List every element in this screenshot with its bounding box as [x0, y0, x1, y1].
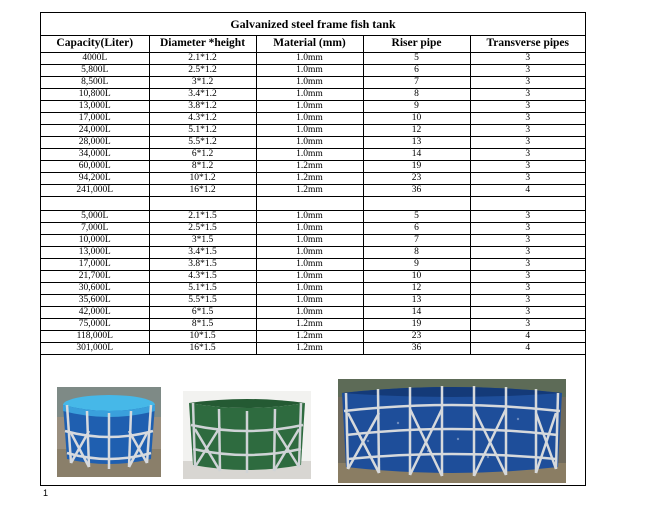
cell-capacity: 10,800L	[41, 89, 149, 101]
cell-material: 1.0mm	[256, 223, 363, 235]
cell-material: 1.0mm	[256, 235, 363, 247]
col-header-transverse-pipes: Transverse pipes	[470, 35, 585, 53]
cell-capacity: 5,800L	[41, 65, 149, 77]
cell-transverse-pipes: 3	[470, 77, 585, 89]
page-number: 1	[43, 488, 49, 498]
cell-transverse-pipes: 3	[470, 65, 585, 77]
cell-diameter-height: 4.3*1.5	[149, 271, 256, 283]
cell-capacity: 28,000L	[41, 137, 149, 149]
cell-capacity: 34,000L	[41, 149, 149, 161]
cell-diameter-height: 3*1.5	[149, 235, 256, 247]
cell-capacity: 30,600L	[41, 283, 149, 295]
large-blue-tank-image	[338, 379, 566, 483]
cell-transverse-pipes: 3	[470, 259, 585, 271]
col-header-material: Material (mm)	[256, 35, 363, 53]
cell-capacity: 21,700L	[41, 271, 149, 283]
cell-material: 1.2mm	[256, 185, 363, 197]
cell-transverse-pipes: 3	[470, 137, 585, 149]
cell-riser-pipe: 7	[363, 77, 470, 89]
cell-diameter-height: 2.1*1.2	[149, 53, 256, 65]
cell-material: 1.2mm	[256, 343, 363, 355]
table-row	[41, 247, 585, 259]
cell-capacity: 13,000L	[41, 247, 149, 259]
cell-transverse-pipes: 4	[470, 343, 585, 355]
cell-riser-pipe: 5	[363, 211, 470, 223]
cell-transverse-pipes: 3	[470, 89, 585, 101]
cell-material: 1.2mm	[256, 173, 363, 185]
cell-riser-pipe: 19	[363, 319, 470, 331]
cell-material: 1.2mm	[256, 161, 363, 173]
table-row	[41, 259, 585, 271]
cell-diameter-height: 2.1*1.5	[149, 211, 256, 223]
cell-diameter-height: 3.4*1.5	[149, 247, 256, 259]
cell-transverse-pipes: 4	[470, 185, 585, 197]
col-header-capacity: Capacity(Liter)	[41, 35, 149, 53]
cell-capacity: 301,000L	[41, 343, 149, 355]
cell-transverse-pipes: 3	[470, 223, 585, 235]
cell-material: 1.0mm	[256, 259, 363, 271]
table-row	[41, 295, 585, 307]
col-header-diameter-height: Diameter *height	[149, 35, 256, 53]
table-row	[41, 331, 585, 343]
cell-transverse-pipes: 3	[470, 271, 585, 283]
table-title: Galvanized steel frame fish tank	[41, 13, 585, 36]
col-header-riser-pipe: Riser pipe	[363, 35, 470, 53]
cell-transverse-pipes: 4	[470, 331, 585, 343]
cell-material: 1.2mm	[256, 319, 363, 331]
cell-diameter-height: 8*1.2	[149, 161, 256, 173]
table-row	[41, 271, 585, 283]
cell-material: 1.0mm	[256, 77, 363, 89]
cell-diameter-height: 3*1.2	[149, 77, 256, 89]
cell-material: 1.0mm	[256, 295, 363, 307]
table-row	[41, 77, 585, 89]
cell-diameter-height: 3.4*1.2	[149, 89, 256, 101]
table-row	[41, 173, 585, 185]
table-row	[41, 319, 585, 331]
cell-empty	[363, 197, 470, 211]
cell-transverse-pipes: 3	[470, 173, 585, 185]
cell-material: 1.0mm	[256, 101, 363, 113]
cell-riser-pipe: 13	[363, 137, 470, 149]
product-photos	[41, 379, 585, 485]
table-row	[41, 101, 585, 113]
cell-riser-pipe: 5	[363, 53, 470, 65]
cell-material: 1.0mm	[256, 271, 363, 283]
cell-transverse-pipes: 3	[470, 161, 585, 173]
cell-diameter-height: 10*1.5	[149, 331, 256, 343]
cell-capacity: 75,000L	[41, 319, 149, 331]
cell-capacity: 241,000L	[41, 185, 149, 197]
cell-riser-pipe: 6	[363, 223, 470, 235]
cell-empty	[41, 197, 149, 211]
cell-transverse-pipes: 3	[470, 319, 585, 331]
cell-empty	[149, 197, 256, 211]
cell-empty	[470, 197, 585, 211]
cell-riser-pipe: 8	[363, 89, 470, 101]
cell-transverse-pipes: 3	[470, 295, 585, 307]
cell-diameter-height: 2.5*1.5	[149, 223, 256, 235]
table-row	[41, 149, 585, 161]
cell-riser-pipe: 13	[363, 295, 470, 307]
cell-diameter-height: 6*1.2	[149, 149, 256, 161]
table-row	[41, 343, 585, 355]
cell-material: 1.0mm	[256, 113, 363, 125]
cell-transverse-pipes: 3	[470, 53, 585, 65]
spec-table	[41, 35, 585, 355]
cell-transverse-pipes: 3	[470, 149, 585, 161]
cell-diameter-height: 6*1.5	[149, 307, 256, 319]
cell-material: 1.0mm	[256, 149, 363, 161]
cell-riser-pipe: 23	[363, 331, 470, 343]
cell-material: 1.2mm	[256, 331, 363, 343]
cell-capacity: 7,000L	[41, 223, 149, 235]
cell-diameter-height: 16*1.5	[149, 343, 256, 355]
cell-transverse-pipes: 3	[470, 101, 585, 113]
photo-blue-small-tank	[57, 387, 161, 477]
header-row	[41, 35, 585, 53]
cell-diameter-height: 4.3*1.2	[149, 113, 256, 125]
cell-diameter-height: 8*1.5	[149, 319, 256, 331]
cell-capacity: 13,000L	[41, 101, 149, 113]
cell-riser-pipe: 19	[363, 161, 470, 173]
cell-capacity: 94,200L	[41, 173, 149, 185]
cell-transverse-pipes: 3	[470, 235, 585, 247]
cell-riser-pipe: 36	[363, 185, 470, 197]
cell-capacity: 118,000L	[41, 331, 149, 343]
cell-material: 1.0mm	[256, 89, 363, 101]
cell-diameter-height: 5.5*1.5	[149, 295, 256, 307]
cell-diameter-height: 5.1*1.5	[149, 283, 256, 295]
table-row	[41, 283, 585, 295]
cell-capacity: 17,000L	[41, 113, 149, 125]
cell-capacity: 35,600L	[41, 295, 149, 307]
cell-material: 1.0mm	[256, 211, 363, 223]
cell-riser-pipe: 36	[363, 343, 470, 355]
cell-transverse-pipes: 3	[470, 307, 585, 319]
cell-riser-pipe: 10	[363, 113, 470, 125]
cell-riser-pipe: 14	[363, 307, 470, 319]
cell-capacity: 8,500L	[41, 77, 149, 89]
cell-riser-pipe: 6	[363, 65, 470, 77]
cell-capacity: 5,000L	[41, 211, 149, 223]
table-row	[41, 89, 585, 101]
cell-transverse-pipes: 3	[470, 283, 585, 295]
cell-material: 1.0mm	[256, 65, 363, 77]
photo-large-blue-tank	[338, 379, 566, 483]
table-row	[41, 113, 585, 125]
cell-diameter-height: 10*1.2	[149, 173, 256, 185]
cell-material: 1.0mm	[256, 307, 363, 319]
cell-diameter-height: 16*1.2	[149, 185, 256, 197]
cell-riser-pipe: 10	[363, 271, 470, 283]
table-row	[41, 307, 585, 319]
cell-riser-pipe: 12	[363, 125, 470, 137]
cell-capacity: 10,000L	[41, 235, 149, 247]
cell-capacity: 24,000L	[41, 125, 149, 137]
table-row	[41, 137, 585, 149]
table-row	[41, 65, 585, 77]
table-row	[41, 223, 585, 235]
cell-diameter-height: 3.8*1.5	[149, 259, 256, 271]
cell-riser-pipe: 14	[363, 149, 470, 161]
cell-diameter-height: 5.1*1.2	[149, 125, 256, 137]
table-row	[41, 235, 585, 247]
table-row	[41, 161, 585, 173]
cell-capacity: 4000L	[41, 53, 149, 65]
table-row-spacer	[41, 197, 585, 211]
cell-capacity: 17,000L	[41, 259, 149, 271]
cell-material: 1.0mm	[256, 53, 363, 65]
cell-capacity: 60,000L	[41, 161, 149, 173]
cell-material: 1.0mm	[256, 125, 363, 137]
cell-riser-pipe: 8	[363, 247, 470, 259]
green-tank-image	[183, 391, 311, 479]
cell-transverse-pipes: 3	[470, 125, 585, 137]
cell-transverse-pipes: 3	[470, 211, 585, 223]
cell-riser-pipe: 9	[363, 101, 470, 113]
cell-transverse-pipes: 3	[470, 113, 585, 125]
cell-riser-pipe: 7	[363, 235, 470, 247]
spec-sheet	[40, 12, 586, 486]
cell-riser-pipe: 23	[363, 173, 470, 185]
table-row	[41, 125, 585, 137]
cell-riser-pipe: 12	[363, 283, 470, 295]
cell-material: 1.0mm	[256, 247, 363, 259]
table-row	[41, 211, 585, 223]
cell-diameter-height: 3.8*1.2	[149, 101, 256, 113]
cell-capacity: 42,000L	[41, 307, 149, 319]
cell-empty	[256, 197, 363, 211]
cell-diameter-height: 2.5*1.2	[149, 65, 256, 77]
cell-transverse-pipes: 3	[470, 247, 585, 259]
cell-riser-pipe: 9	[363, 259, 470, 271]
table-row	[41, 53, 585, 65]
table-row	[41, 185, 585, 197]
blue-small-tank-image	[57, 387, 161, 477]
cell-diameter-height: 5.5*1.2	[149, 137, 256, 149]
cell-material: 1.0mm	[256, 283, 363, 295]
cell-material: 1.0mm	[256, 137, 363, 149]
photo-green-tank	[183, 391, 311, 479]
